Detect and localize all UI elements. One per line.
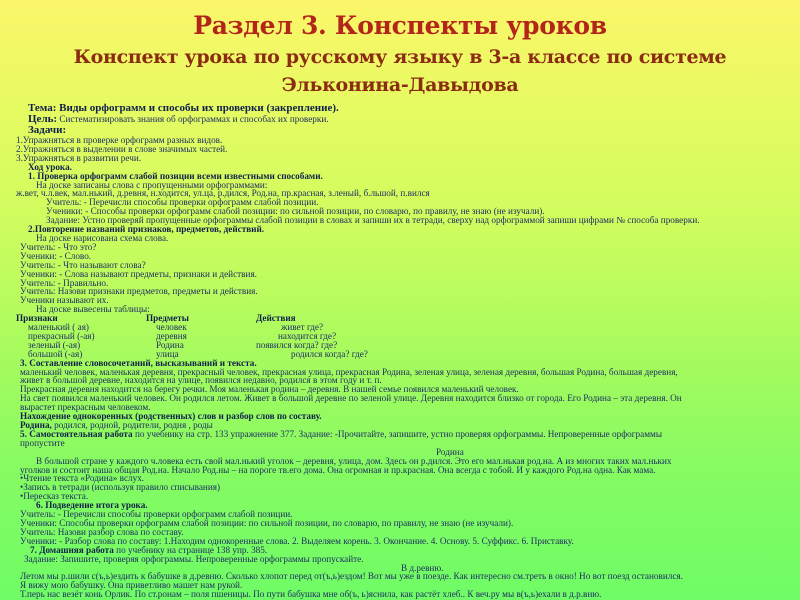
words-table-header	[16, 314, 796, 323]
section-6-line: Учитель: - Перечисли способы проверки орфограмм слабой позиции.	[20, 509, 293, 520]
lesson-content	[16, 103, 796, 599]
table-cell: прекрасный (-ая)	[28, 330, 95, 341]
section-2-line: Учитель: Назови признаки предметов, предметы и действия.	[20, 286, 258, 297]
section-7-heading: 7. Домашняя работа	[30, 544, 114, 555]
section-1-heading: 1. Проверка орфограмм слабой позиции всеми известными способами.	[28, 170, 323, 181]
table-row	[16, 323, 796, 332]
topic-line	[16, 103, 796, 114]
text-title-derevnya: В д.ревню.	[401, 562, 444, 573]
task-item: 3.Упражняться в развитии речи.	[16, 152, 142, 163]
topic-text: Виды орфограмм и способы их проверки (закрепление).	[59, 102, 339, 114]
section-title: Раздел 3. Конспекты уроков	[193, 11, 607, 40]
table-header-cell: Признаки	[16, 313, 58, 324]
section-3-line: вырастет прекрасным человеком.	[20, 402, 151, 413]
derevnya-text-line: Летом мы р.шили с(ъ,ь)ездить к бабушке в д.ревню. Сколько хлопот перед от(ъ,ь)ездом! Вот мы уже в поезде. Как интересно см.треть в окно! Но вот поезд остановился.	[20, 571, 683, 582]
task-item: 2.Упражняться в выделении в слове значимых частей.	[16, 143, 228, 154]
rodina-text-line: В большой стране у каждого ч.ловека есть свой мал.нький уголок – деревня, улица, дом. Здесь он р.дился. Это его мал.нькая род.на. А из многих таких мал.ньких	[36, 455, 672, 466]
lesson-title-line2: Эльконина-Давыдова	[281, 74, 519, 96]
section-1-line: На доске записаны слова с пропущенными орфограммами:	[36, 179, 268, 190]
derevnya-text-line: Т.перь нас везёт конь Орлик. По ст.ронам – поля пшеницы. По пути бабушка мне об(ъ, ь)яснила, как растёт хлеб.. К веч.ру мы в(ъ,ь)ехали в д.р.вню.	[20, 589, 602, 600]
table-cell: большой (-ая)	[28, 348, 83, 359]
section-7-text: по учебнику на странице 138 упр. 385.	[113, 544, 268, 555]
section-3-heading: 3. Составление словосочетаний, высказываний и текста.	[20, 357, 257, 368]
section-1-line: ж.вет, ч.л.век, мал.нький, д.ревня, н.ходится, ул.ца, р.дился, Род.на, пр.красная, з.леный, б.льшой, п.вился	[16, 188, 430, 199]
table-row	[16, 341, 796, 350]
section-6-line: Учитель: Назови разбор слова по составу.	[20, 526, 184, 537]
tasks-label: Задачи:	[28, 124, 67, 136]
related-words: родился, родной, родители, родня , роды	[51, 420, 213, 430]
rodina-text-line: уголков и состоит наша общая Род.на. Начало Род.ны – на пороге тв.его дома. Она огромная и пр.красная. Она всегда с тобой. И у каждого Род.на одна. Как мама.	[20, 464, 656, 475]
goal-label: Цель:	[28, 113, 58, 125]
lesson-title-line1: Конспект урока по русскому языку в 3-а классе по системе	[73, 46, 727, 68]
section-3-line: живет в большой деревне, находится на улице, появился недавно, родился в этом году и т. п.	[20, 375, 382, 386]
goal-text: Систематизировать знания об орфограммах и способах их проверки.	[59, 114, 329, 124]
section-7-task: Задание: Запишите, проверяя орфограммы. Непроверенные орфограммы пропускайте.	[24, 553, 364, 564]
table-cell: маленький ( ая)	[28, 322, 89, 333]
section-2-line: Учитель: - Правильно.	[20, 277, 109, 288]
section-3-line: маленький человек, маленькая деревня, прекрасный человек, прекрасная улица, прекрасная Родина, зеленая улица, зеленая деревня, большая Родина, большая деревня,	[20, 366, 678, 377]
section-3-line: Прекрасная деревня находится на берегу речки. Моя маленькая родина – деревня. В нашей семье появился маленький человек.	[20, 384, 519, 395]
table-cell: находится где?	[278, 330, 337, 341]
bullet-item: •Чтение текста «Родина» вслух.	[20, 473, 145, 484]
section-5-line: пропустите	[20, 437, 65, 448]
table-header-cell: Действия	[256, 313, 296, 324]
bullet-item: •Пересказ текста.	[20, 491, 89, 502]
section-2-line: На доске вывесены таблицы:	[36, 304, 150, 315]
task-item: 1.Упражняться в проверке орфограмм разных видов.	[16, 135, 223, 145]
section-4-heading: Нахождение однокоренных (родственных) слов и разбор слов по составу.	[20, 411, 322, 422]
table-cell: появился когда? где?	[256, 339, 338, 350]
derevnya-text-line: Я вижу мою бабушку. Она приветливо машет нам рукой.	[20, 580, 243, 591]
section-5-line	[16, 430, 796, 439]
text-title-rodina: Родина	[436, 446, 464, 457]
section-2-line: Ученики называют их.	[20, 295, 109, 306]
table-cell: родился когда? где?	[291, 348, 368, 359]
section-5-heading: 5. Самостоятельная работа	[20, 428, 133, 439]
section-5-text: по учебнику на стр. 133 упражнение 377. Задание: -Прочитайте, запишите, устно проверяя орфограммы. Непроверенные орфограммы	[132, 428, 662, 439]
section-3-line: На свет появился маленький человек. Он родился летом. Живет в большой деревне по зеленой улице. Деревня находится близко от города. Его Родина – эта деревня. Он	[20, 393, 682, 404]
root-word: Родина,	[20, 420, 52, 430]
section-1-line: Учитель: - Перечисли способы проверки орфограмм слабой позиции.	[46, 197, 319, 208]
table-cell: живет где?	[281, 322, 324, 333]
section-2-line: Учитель: - Что называют слова?	[20, 259, 146, 270]
table-row	[16, 332, 796, 341]
section-2-line: Учитель: - Что это?	[20, 241, 97, 252]
table-cell: человек	[156, 322, 187, 333]
section-1-line: Ученики: - Способы проверки орфограмм слабой позиции: по сильной позиции, по словарю, по правилу, не знаю (не изучали).	[46, 206, 545, 217]
section-6-line: Ученики: Способы проверки орфограмм слабой позиции: по сильной позиции, по словарю, по правилу, не знаю (не изучали).	[20, 517, 514, 528]
topic-label: Тема:	[28, 102, 57, 114]
section-1-line: Задание: Устно проверяй пропущенные орфограммы слабой позиции в словах и запиши их в тетради, сверху над орфограммой запиши цифрами № способа проверки.	[46, 215, 700, 226]
goal-line	[16, 114, 796, 125]
header	[0, 0, 800, 98]
table-cell: улица	[156, 348, 179, 359]
table-cell: Родина	[156, 339, 184, 350]
table-cell: зеленый (-ая)	[28, 339, 81, 350]
table-cell: деревня	[156, 330, 187, 341]
section-6-line: Ученики: - Разбор слова по составу: 1.Находим однокоренные слова. 2. Выделяем корень. 3. Окончание. 4. Основу. 5. Суффикс. 6. Приставку.	[20, 535, 574, 546]
section-2-line: Ученики: - Слова называют предметы, признаки и действия.	[20, 268, 257, 279]
table-header-cell: Предметы	[146, 313, 189, 324]
course-label: Ход урока.	[28, 161, 72, 172]
section-6-heading: 6. Подведение итога урока.	[36, 500, 148, 511]
section-2-line: Ученики: - Слово.	[20, 250, 92, 261]
section-2-line: На доске нарисована схема слова.	[36, 232, 169, 243]
bullet-item: •Запись в тетради (используя правило списывания)	[20, 482, 221, 493]
section-2-heading: 2.Повторение названий признаков, предметов, действий.	[28, 224, 265, 235]
